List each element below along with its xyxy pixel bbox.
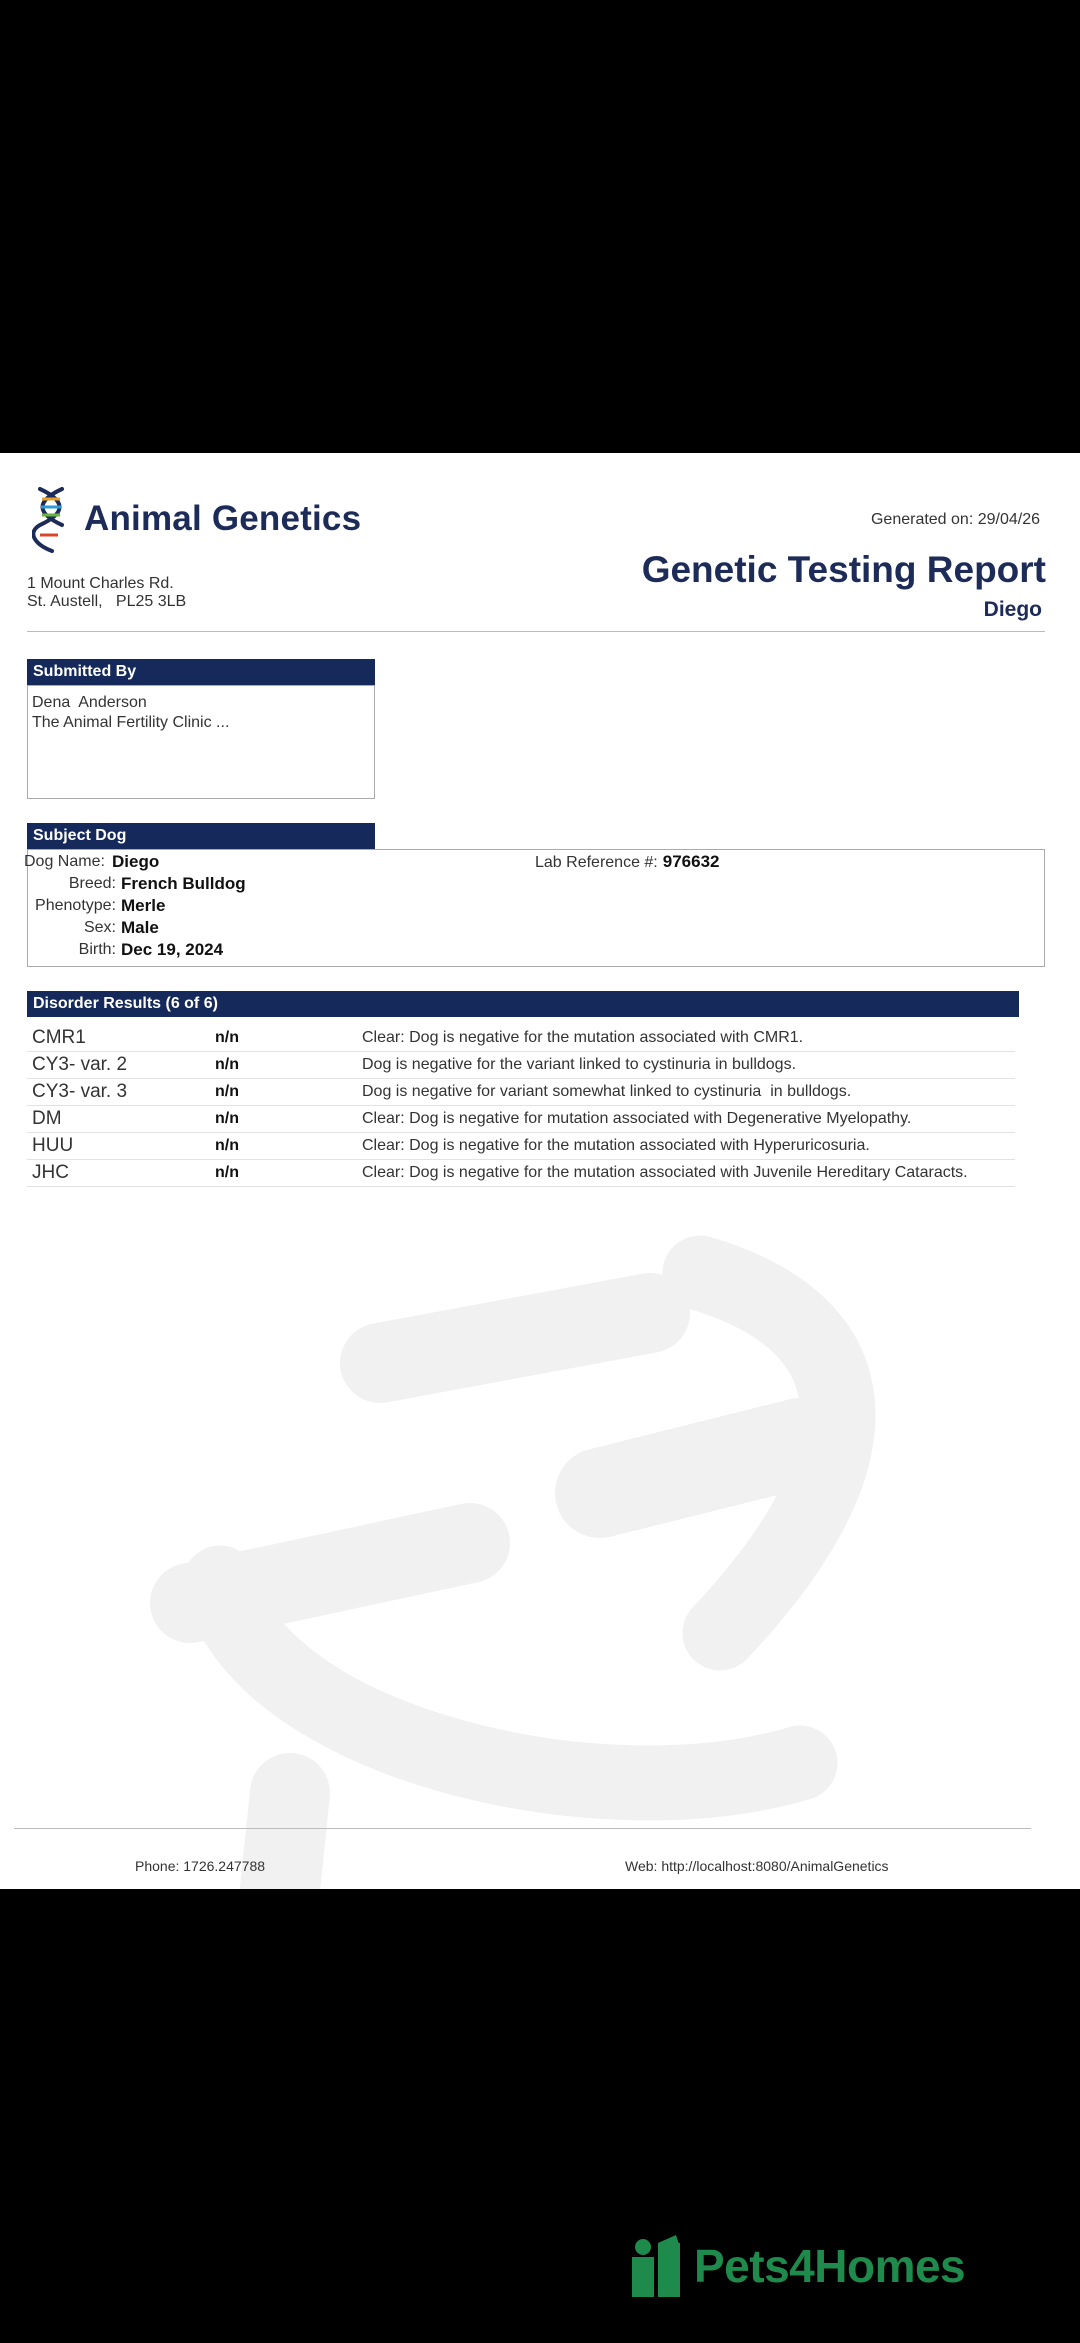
lab-address xyxy=(27,575,186,611)
report-dog-name: Diego xyxy=(983,598,1042,621)
disorder-code: HUU xyxy=(32,1135,74,1156)
field-value: French Bulldog xyxy=(121,874,246,893)
submitted-by-heading: Submitted By xyxy=(27,659,375,685)
disorder-description: Clear: Dog is negative for the mutation associated with Hyperuricosuria. xyxy=(362,1137,870,1154)
table-row xyxy=(27,1160,1015,1187)
footer-divider xyxy=(14,1828,1031,1829)
lab-reference-label: Lab Reference #: xyxy=(535,854,658,871)
field-value: Merle xyxy=(121,896,166,915)
disorder-description: Clear: Dog is negative for mutation associated with Degenerative Myelopathy. xyxy=(362,1110,912,1127)
disorder-genotype: n/n xyxy=(215,1110,239,1127)
lab-reference xyxy=(535,851,719,874)
subject-field-phenotype xyxy=(24,895,165,917)
lab-reference-value: 976632 xyxy=(662,852,720,871)
disorder-genotype: n/n xyxy=(215,1056,239,1073)
disorder-code: DM xyxy=(32,1108,62,1129)
disorder-genotype: n/n xyxy=(215,1164,239,1181)
disorder-code: CY3- var. 3 xyxy=(32,1081,128,1102)
disorder-genotype: n/n xyxy=(215,1083,239,1100)
field-label: Phenotype: xyxy=(35,897,116,914)
disorder-genotype: n/n xyxy=(215,1029,239,1046)
table-row xyxy=(27,1079,1015,1106)
dna-logo-icon xyxy=(32,483,70,555)
field-value: Diego xyxy=(112,852,160,871)
address-line-1: 1 Mount Charles Rd. xyxy=(27,575,174,592)
table-row xyxy=(27,1133,1015,1160)
report-page xyxy=(0,453,1080,1889)
animal-genetics-logo xyxy=(32,483,361,555)
table-row xyxy=(27,1106,1015,1133)
disorder-results-heading: Disorder Results (6 of 6) xyxy=(27,991,1019,1017)
disorder-description: Clear: Dog is negative for the mutation associated with CMR1. xyxy=(362,1029,804,1046)
field-label: Sex: xyxy=(83,919,116,936)
report-title: Genetic Testing Report xyxy=(641,549,1046,590)
subject-field-birth xyxy=(24,939,223,961)
pets4homes-logo-icon xyxy=(628,2233,686,2299)
generated-date: Generated on: 29/04/26 xyxy=(870,511,1040,528)
disorder-code: CY3- var. 2 xyxy=(32,1054,128,1075)
footer-web: Web: http://localhost:8080/AnimalGenetics xyxy=(625,1858,889,1874)
disorder-description: Clear: Dog is negative for the mutation associated with Juvenile Hereditary Cataracts. xyxy=(362,1164,968,1181)
disorder-description: Dog is negative for variant somewhat linked to cystinuria in bulldogs. xyxy=(362,1083,852,1100)
field-label: Birth: xyxy=(78,941,116,958)
subject-field-sex xyxy=(24,917,159,939)
submitter-name: Dena Anderson xyxy=(32,694,147,711)
submitted-by-details xyxy=(32,693,229,733)
table-row xyxy=(27,1025,1015,1052)
field-label: Breed: xyxy=(68,875,116,892)
subject-field-dog-name xyxy=(24,851,159,873)
subject-field-breed xyxy=(24,873,246,895)
field-value: Dec 19, 2024 xyxy=(121,940,224,959)
logo-text: Animal Genetics xyxy=(84,499,362,538)
disorder-description: Dog is negative for the variant linked to cystinuria in bulldogs. xyxy=(362,1056,797,1073)
disorder-genotype: n/n xyxy=(215,1137,239,1154)
table-row xyxy=(27,1052,1015,1079)
subject-dog-heading: Subject Dog xyxy=(27,823,375,849)
footer-phone: Phone: 1726.247788 xyxy=(135,1858,266,1874)
field-label: Dog Name: xyxy=(24,853,105,870)
field-value: Male xyxy=(121,918,159,937)
header-divider xyxy=(27,631,1045,632)
disorder-code: JHC xyxy=(32,1162,69,1183)
address-line-2: St. Austell, PL25 3LB xyxy=(27,593,187,610)
disorder-code: CMR1 xyxy=(32,1027,86,1048)
pets4homes-text: Pets4Homes xyxy=(694,2240,966,2292)
pets4homes-watermark xyxy=(628,2233,965,2299)
submitter-clinic: The Animal Fertility Clinic ... xyxy=(32,714,230,731)
